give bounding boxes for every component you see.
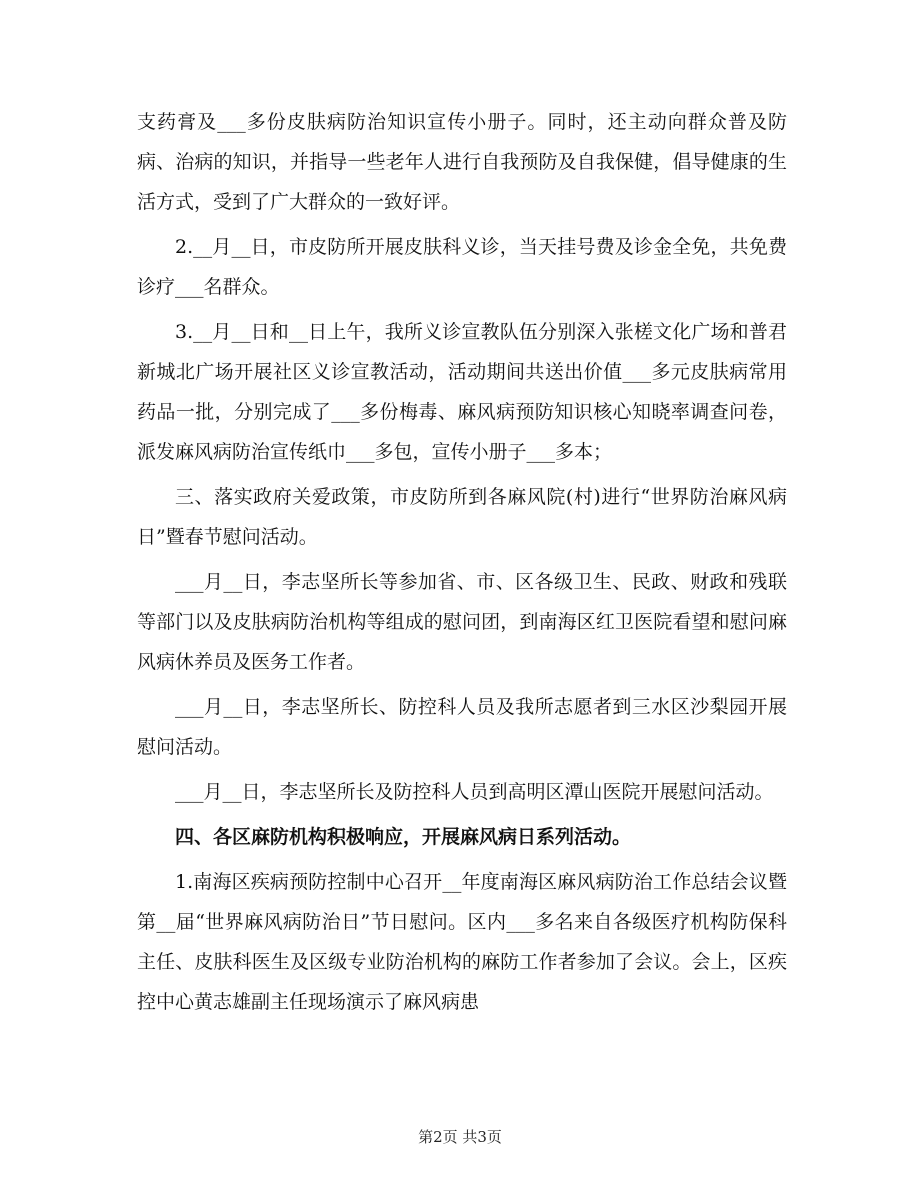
paragraph: 2.__月__日，市皮防所开展皮肤科义诊，当天挂号费及诊金全免，共免费诊疗___名群众。 xyxy=(137,236,787,298)
section-heading-paragraph: 三、落实政府关爱政策，市皮防所到各麻风院(村)进行“世界防治麻风病日”暨春节慰问活动。 xyxy=(137,486,787,548)
paragraph: 3.__月__日和__日上午，我所义诊宣教队伍分别深入张槎文化广场和普君新城北广场开展社区义诊宣教活动，活动期间共送出价值___多元皮肤病常用药品一批，分别完成了___多份梅毒、麻风病预防知识核心知晓率调查问卷，派发麻风病防治宣传纸巾___多包，宣传小册子___多本； xyxy=(137,321,787,463)
paragraph: 支药膏及___多份皮肤病防治知识宣传小册子。同时，还主动向群众普及防病、治病的知识，并指导一些老年人进行自我预防及自我保健，倡导健康的生活方式，受到了广大群众的一致好评。 xyxy=(137,111,787,213)
section-heading: 四、各区麻防机构积极响应，开展麻风病日系列活动。 xyxy=(175,826,632,848)
paragraph: ___月__日，李志坚所长、防控科人员及我所志愿者到三水区沙梨园开展慰问活动。 xyxy=(137,696,787,758)
paragraph: ___月__日，李志坚所长等参加省、市、区各级卫生、民政、财政和残联等部门以及皮肤病防治机构等组成的慰问团，到南海区红卫医院看望和慰问麻风病休养员及医务工作者。 xyxy=(137,571,787,673)
page-number: 第2页 共3页 xyxy=(418,1128,502,1146)
paragraph: 1.南海区疾病预防控制中心召开__年度南海区麻风病防治工作总结会议暨第__届“世界麻风病防治日”节日慰问。区内___多名来自各级医疗机构防保科主任、皮肤科医生及区级专业防治机构的麻防工作者参加了会议。会上，区疾控中心黄志雄副主任现场演示了麻风病患 xyxy=(137,871,787,1013)
document-body xyxy=(137,102,787,1027)
paragraph: ___月__日，李志坚所长及防控科人员到高明区潭山医院开展慰问活动。 xyxy=(175,781,774,803)
